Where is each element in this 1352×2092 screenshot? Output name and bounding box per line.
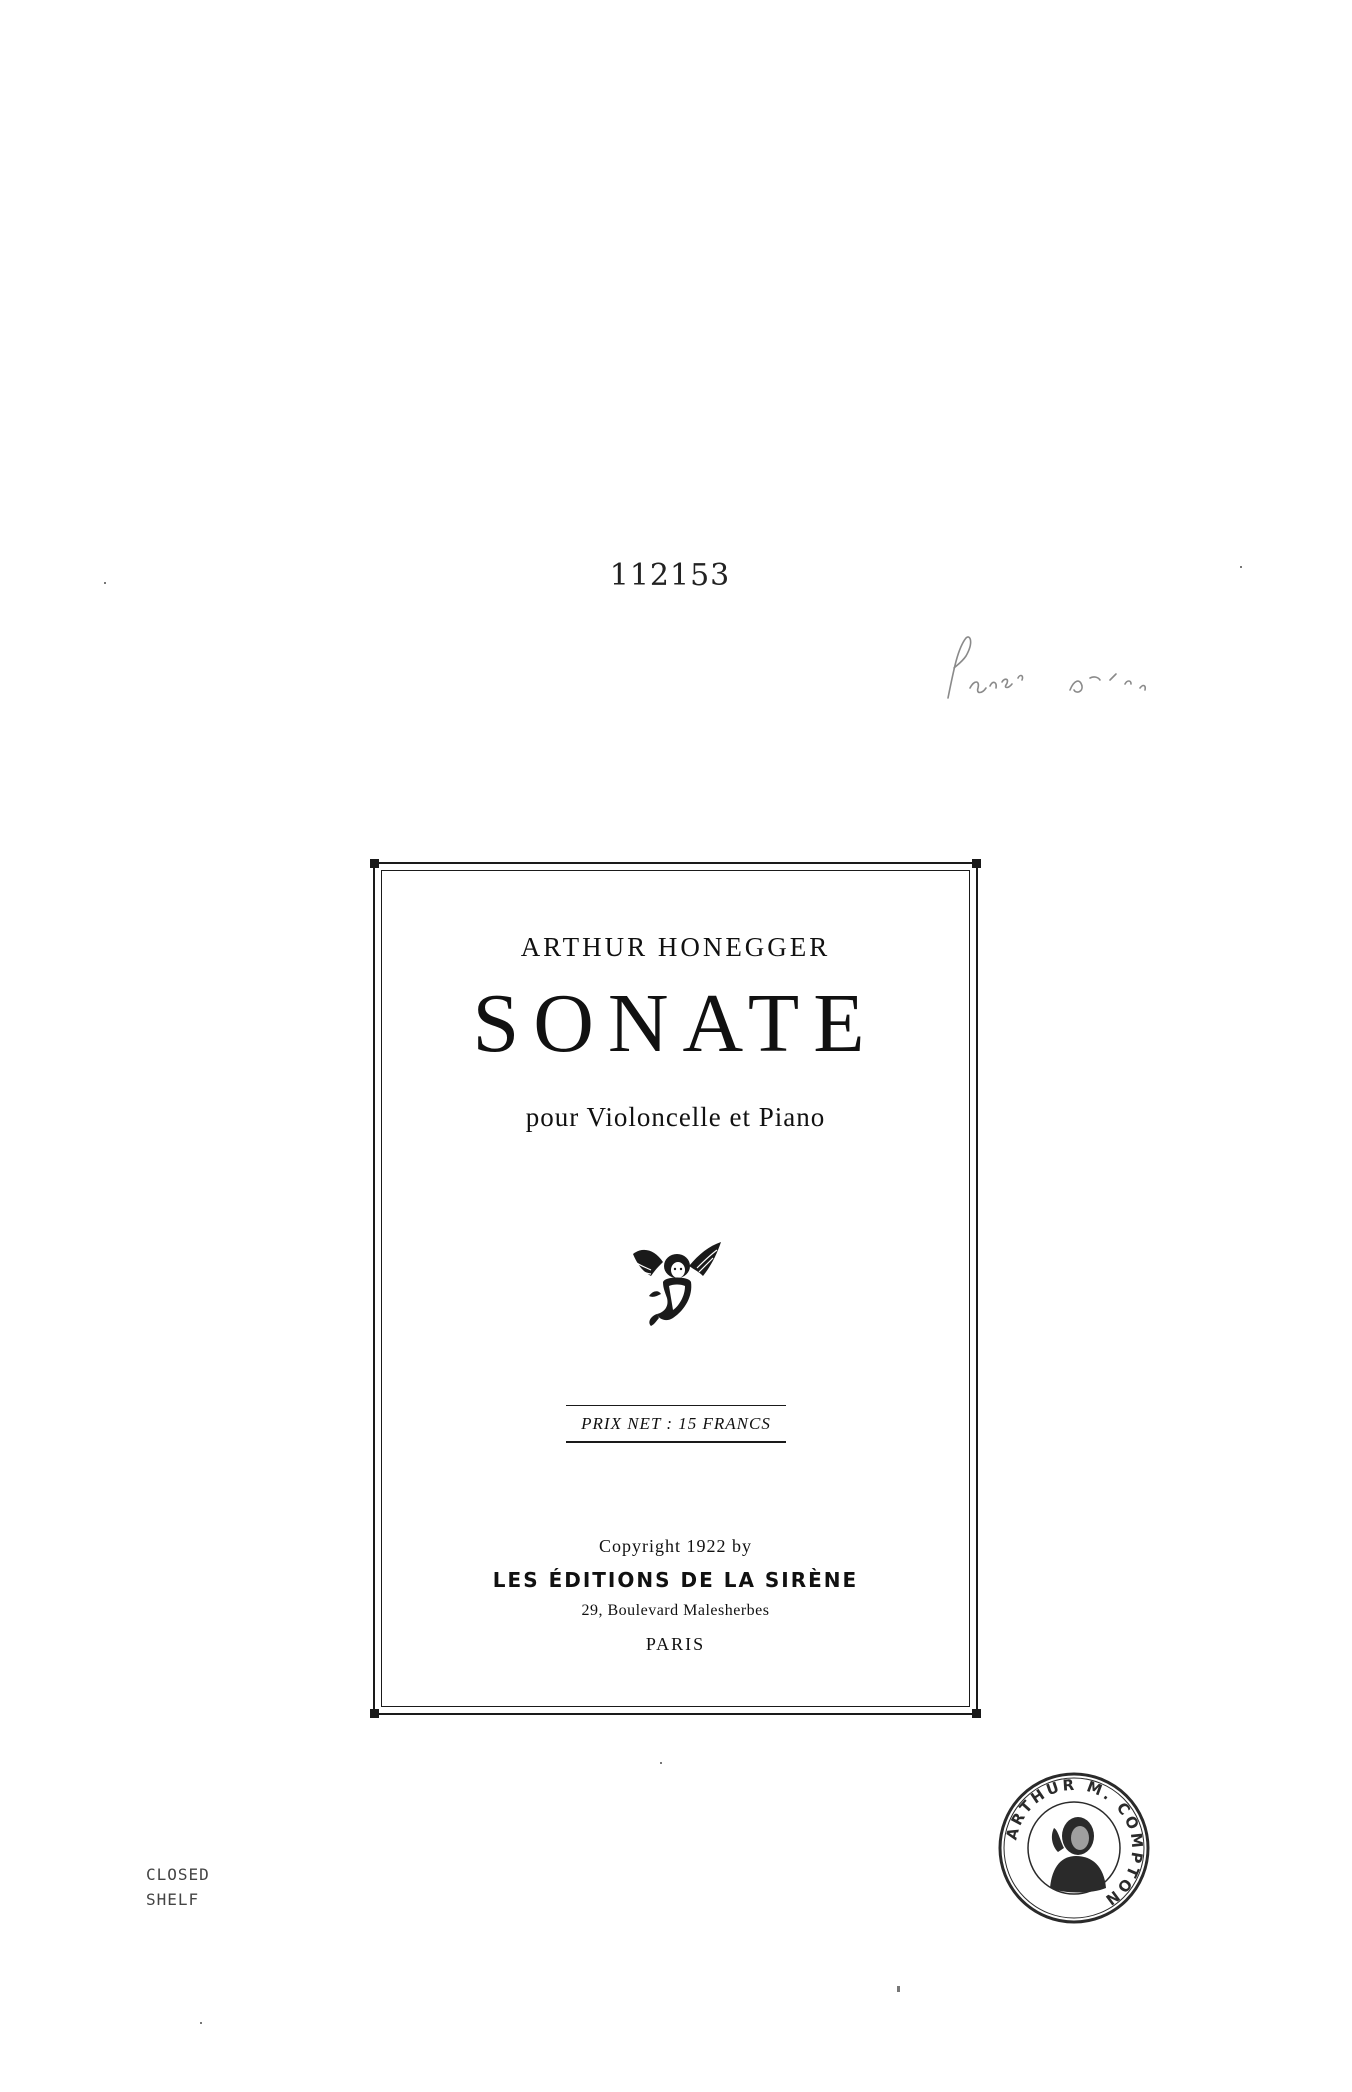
frame-corner	[370, 859, 379, 868]
scan-speck	[200, 2022, 202, 2024]
scan-speck	[104, 582, 106, 584]
composer-name: ARTHUR HONEGGER	[520, 932, 831, 962]
price-block	[566, 1405, 786, 1443]
shelf-mark-line-2: SHELF	[146, 1890, 200, 1909]
shelf-mark	[146, 1862, 210, 1912]
scan-speck	[660, 1762, 662, 1764]
library-seal-icon	[996, 1770, 1152, 1926]
siren-emblem-icon	[629, 1236, 723, 1330]
price-rule-bottom	[566, 1441, 786, 1443]
handwritten-note	[940, 628, 1200, 718]
publisher-city: PARIS	[645, 1634, 706, 1654]
work-title: SONATE	[472, 977, 879, 1070]
scan-speck	[897, 1986, 900, 1992]
stamp-text: ARTHUR M. COMPTON	[1002, 1775, 1147, 1911]
title-frame	[373, 862, 978, 1715]
publisher-name: LES ÉDITIONS DE LA SIRÈNE	[492, 1568, 859, 1592]
frame-corner	[972, 859, 981, 868]
price-label: PRIX NET : 15 FRANCS	[581, 1414, 771, 1433]
shelf-mark-line-1: CLOSED	[146, 1865, 210, 1884]
copyright-line: Copyright 1922 by	[598, 1536, 752, 1556]
frame-corner	[972, 1709, 981, 1718]
publisher-address: 29, Boulevard Malesherbes	[581, 1602, 770, 1619]
scan-speck	[1240, 566, 1242, 568]
frame-corner	[370, 1709, 379, 1718]
catalog-number: 112153	[609, 558, 731, 593]
work-subtitle: pour Violoncelle et Piano	[525, 1102, 826, 1132]
